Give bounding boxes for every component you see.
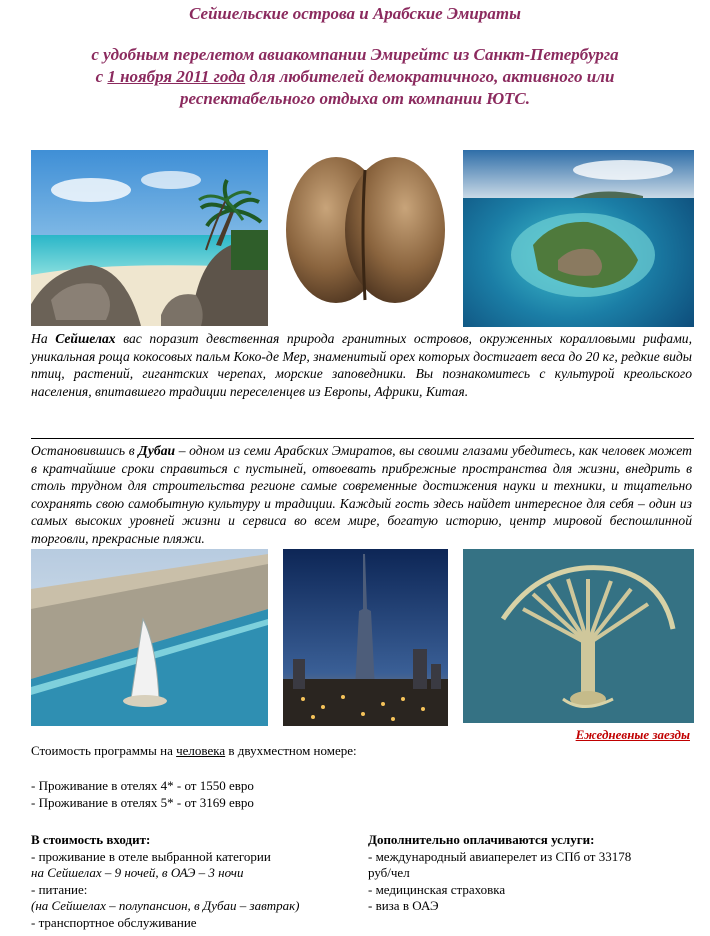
price-item-5star: - Проживание в отелях 5* - от 3169 евро: [31, 795, 254, 810]
pricing-lead-underlined: человека: [176, 743, 226, 758]
dubai-text: – одном из семи Арабских Эмиратов, вы своими глазами убедитесь, как человек может в кратчайшие сроки справиться с пустыней, отвоевать прибрежные пространства для жизни, внедрить в столь трудном для строительства регионе самые современные достижения науки и техники, и тщательно сохранять свою самобытную культуру и традиции. Каждый гость здесь найдет интересное для себя – один из самых высоких уровней жизни и сервиса во всем мире, богатую историю, центр мировой беспошлинной торговли, прекрасные пляжи.: [31, 443, 692, 546]
dubai-prefix: Остановившись в: [31, 443, 135, 458]
island-aerial-photo: [463, 150, 694, 327]
included-line-4: (на Сейшелах – полупансион, в Дубаи – завтрак): [31, 898, 300, 913]
palm-island-aerial-photo: [463, 549, 694, 723]
included-line-5: - транспортное обслуживание: [31, 914, 197, 930]
included-line-1: - проживание в отеле выбранной категории: [31, 848, 271, 864]
price-item-4star: - Проживание в отелях 4* - от 1550 евро: [31, 778, 254, 793]
extra-heading: Дополнительно оплачиваются услуги:: [368, 832, 595, 847]
dubai-paragraph: [31, 442, 692, 547]
extra-line-1: - международный авиаперелет из СПб от 33178: [368, 848, 632, 864]
burj-al-arab-coast-photo: [31, 549, 268, 726]
subtitle-line-2-rest: для любителей демократичного, активного или: [249, 67, 615, 86]
page-title: Сейшельские острова и Арабские Эмираты: [189, 4, 521, 23]
included-column: [31, 832, 351, 931]
coco-de-mer-nut-photo: [283, 150, 448, 316]
subtitle-line-2: [0, 67, 710, 86]
pricing-lead-prefix: Стоимость программы на: [31, 743, 173, 758]
extra-line-2: руб/чел: [368, 865, 410, 880]
pricing-lead: [31, 742, 357, 759]
subtitle-line-3: респектабельного отдыха от компании ЮТС.: [180, 89, 530, 108]
seychelles-beach-photo: [31, 150, 268, 326]
seychelles-bold: Сейшелах: [55, 331, 116, 346]
seychelles-prefix: На: [31, 331, 48, 346]
extra-column: [368, 832, 688, 915]
daily-arrivals-link[interactable]: Ежедневные заезды: [575, 727, 690, 742]
subtitle-prefix: с: [95, 67, 104, 86]
start-date: 1 ноября 2011 года: [107, 67, 246, 86]
seychelles-text: вас поразит девственная природа гранитных островов, окруженных коралловыми рифами, уникальная роща кокосовых пальм Коко-де Мер, знаменитый орех которых достигает веса до 20 кг, редкие виды птиц, растений, гигантских черепах, морские заповедники. Вы познакомитесь с культурой креольского населения, впитавшего традиции переселенцев из Европы, Африки, Китая.: [31, 331, 692, 399]
included-heading: В стоимость входит:: [31, 832, 151, 847]
seychelles-paragraph: [31, 330, 692, 400]
subtitle-line-1: с удобным перелетом авиакомпании Эмирейтс из Санкт-Петербурга: [91, 45, 619, 64]
dubai-bold: Дубаи: [138, 443, 176, 458]
included-line-3: - питание:: [31, 881, 88, 897]
included-line-2: на Сейшелах – 9 ночей, в ОАЭ – 3 ночи: [31, 865, 244, 880]
extra-line-4: - виза в ОАЭ: [368, 898, 439, 913]
pricing-lead-rest: в двухместном номере:: [228, 743, 357, 758]
burj-khalifa-night-photo: [283, 549, 448, 726]
extra-line-3: - медицинская страховка: [368, 881, 506, 897]
section-divider: [31, 438, 694, 439]
